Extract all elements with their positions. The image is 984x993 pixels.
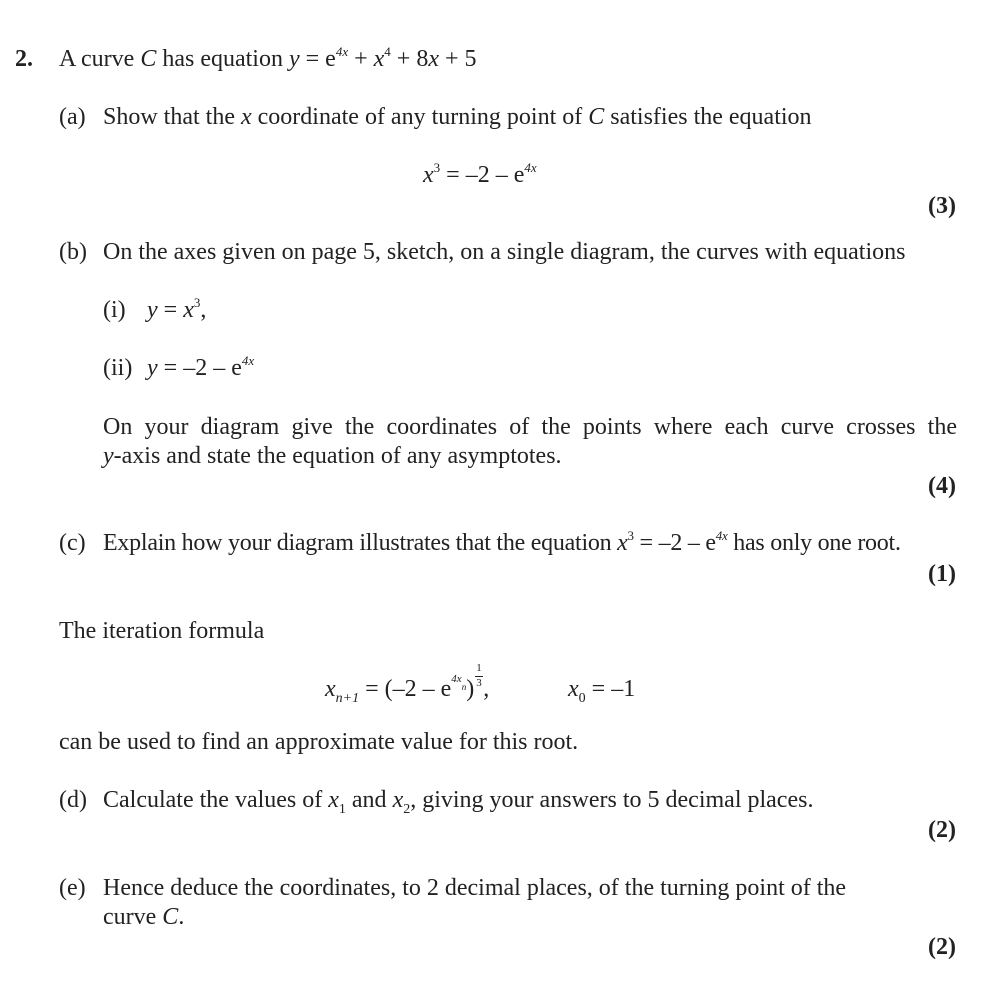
part-a-text [103, 105, 812, 129]
iteration-rhs-exp-sub: n [461, 682, 467, 692]
part-e-text2: curve [103, 904, 157, 930]
part-b-ii-equation [147, 353, 255, 381]
part-e-line2 [103, 905, 184, 929]
part-b-note-line1: On your diagram give the coordinates of the points where each curve crosses the [103, 414, 957, 440]
part-b-i-eq: = [157, 297, 184, 323]
iteration-frac-den: 3 [476, 677, 482, 689]
part-a-equation [423, 160, 537, 188]
part-c-eq-x: x [617, 530, 628, 556]
iteration-rhs1: = (–2 – e [359, 676, 452, 702]
part-d-and: and [351, 787, 387, 813]
part-b-label: (b) [59, 239, 87, 265]
part-a-label: (a) [59, 104, 86, 130]
part-b-text: On the axes given on page 5, sketch, on a single diagram, the curves with equations [103, 239, 906, 265]
part-e-text1: Hence deduce the coordinates, to 2 decimal places, of the turning point of the [103, 875, 847, 901]
part-b-i-label: (i) [103, 297, 126, 323]
part-c-eq-exp2: 4x [715, 528, 728, 543]
intro-rest: + 8 [390, 46, 429, 72]
part-d-marks: (2) [928, 817, 956, 843]
part-a-eq-exp2: 4x [524, 160, 537, 175]
part-a-text3: satisfies the equation [610, 104, 812, 130]
intro-x2: x [428, 46, 439, 72]
part-a-marks: (3) [928, 193, 956, 219]
part-a-text2: coordinate of any turning point of [257, 104, 583, 130]
iteration-x0-sub: 0 [578, 691, 586, 706]
part-b-i-y: y [147, 297, 158, 323]
iteration-lhs-sub: n+1 [335, 691, 360, 706]
part-b-ii-y: y [147, 355, 158, 381]
part-b-ii-label: (ii) [103, 355, 133, 381]
question-intro [59, 44, 477, 72]
intro-y: y [288, 46, 300, 72]
part-d-text [103, 787, 814, 817]
part-e-text-c: C [162, 904, 179, 930]
part-b-i-exp: 3 [193, 295, 201, 310]
intro-plus: + [348, 46, 374, 72]
iteration-outro: can be used to find an approximate value for this root. [59, 729, 579, 755]
part-b-i-end: , [200, 297, 207, 323]
iteration-intro: The iteration formula [59, 618, 265, 644]
intro-rest2: + 5 [439, 46, 477, 72]
part-e-label: (e) [59, 875, 86, 901]
part-c-marks: (1) [928, 561, 956, 587]
intro-x: x [373, 46, 385, 72]
part-d-x2: x [392, 787, 404, 813]
iteration-lhs-x: x [325, 676, 336, 702]
iteration-x0-rest: = –1 [585, 676, 636, 702]
part-e-marks: (2) [928, 934, 956, 960]
iteration-exponent-fraction [475, 663, 483, 693]
iteration-rhs2: ) [466, 676, 475, 702]
iteration-rhs3: , [483, 676, 490, 702]
part-c-text [103, 528, 901, 556]
part-d-x2-sub: 2 [403, 802, 411, 817]
intro-exp1: 4x [335, 44, 349, 59]
part-d-text1: Calculate the values of [103, 787, 323, 813]
part-a-text-c: C [588, 104, 605, 130]
part-d-x1-sub: 1 [338, 802, 346, 817]
iteration-formula [325, 662, 490, 707]
part-e-text3: . [178, 904, 185, 930]
part-c-label: (c) [59, 530, 86, 556]
part-a-eq-rest: = –2 – e [440, 162, 525, 188]
part-b-ii-eq: = –2 – e [157, 355, 242, 381]
question-number: 2. [15, 46, 33, 72]
part-a-text1: Show that the [103, 104, 235, 130]
part-c-eq-rest: = –2 – e [633, 530, 716, 556]
intro-eq: = e [299, 46, 336, 72]
part-b-i-equation [147, 295, 207, 323]
part-c-text2: has only one root. [733, 530, 901, 556]
intro-curve: C [140, 46, 157, 72]
iteration-frac-num: 1 [476, 662, 482, 674]
iteration-x0 [568, 676, 636, 706]
part-a-eq-x: x [423, 162, 434, 188]
part-b-i-x: x [183, 297, 194, 323]
part-c-text1: Explain how your diagram illustrates that the equation [103, 530, 612, 556]
part-b-note-rest: -axis and state the equation of any asymptotes. [113, 443, 562, 469]
part-d-x1: x [328, 787, 339, 813]
part-b-note-y: y [103, 443, 114, 469]
intro-has-eq: has equation [162, 46, 283, 72]
intro-text: A curve [59, 46, 135, 72]
part-b-note-line2 [103, 444, 562, 468]
iteration-rhs-exp-x: 4x [451, 673, 462, 685]
part-a-eq-exp: 3 [433, 160, 441, 175]
part-a-text-x: x [241, 104, 252, 130]
part-d-text2: , giving your answers to 5 decimal places. [410, 787, 814, 813]
part-b-ii-exp: 4x [241, 353, 255, 368]
part-b-marks: (4) [928, 473, 956, 499]
part-d-label: (d) [59, 787, 87, 813]
part-c-eq-exp: 3 [627, 528, 634, 543]
intro-exp2: 4 [384, 44, 391, 59]
iteration-x0-x: x [568, 676, 579, 702]
